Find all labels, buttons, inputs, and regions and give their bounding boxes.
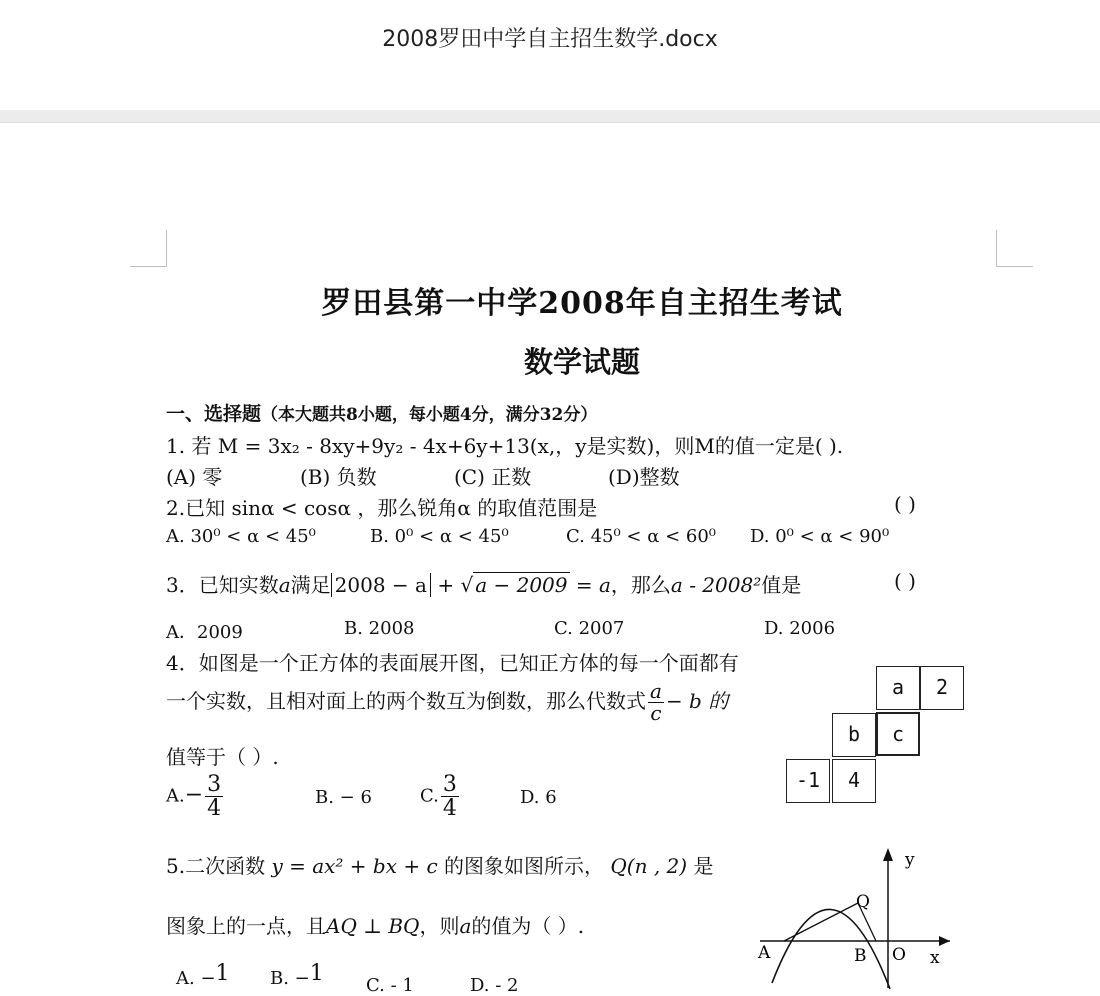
q4-line-3: 值等于（ ）.: [166, 745, 279, 769]
q4-option-a: A.− $\frac{3}{4}$: [166, 772, 222, 822]
section-heading: [166, 399, 597, 426]
q2-answer-paren: ( ): [894, 492, 916, 516]
x-axis-arrow-icon: [939, 936, 950, 946]
label-y: y: [905, 850, 915, 870]
q3-option-b: B. 2008: [344, 618, 415, 639]
q1-option-a: (A) 零: [166, 465, 223, 489]
q2-option-a: A. 30⁰ < α < 45⁰: [166, 526, 316, 547]
section-label: 一、选择题: [166, 403, 262, 425]
q1-option-d: (D)整数: [608, 465, 680, 489]
q4-line-2: 一个实数，且相对面上的两个数互为倒数，那么代数式 $\frac{a}{c}$ − b 的: [166, 679, 729, 725]
y-axis-arrow-icon: [883, 848, 893, 861]
parabola-figure: [750, 843, 960, 990]
q3-option-a: A．2009: [166, 622, 243, 643]
margin-corner-left: [130, 230, 167, 267]
q5-option-c: C. - 1: [366, 975, 414, 996]
label-o: O: [892, 945, 906, 965]
q2-stem: 2.已知 sinα < cosα ，那么锐角α 的取值范围是: [166, 496, 598, 520]
q3-option-d: D. 2006: [764, 618, 836, 639]
q3-answer-paren: ( ): [894, 569, 916, 593]
toolbar-separator: [0, 110, 1100, 123]
net-face-c: c: [876, 712, 920, 756]
exam-title: 罗田县第一中学2008年自主招生考试: [321, 286, 843, 321]
q5-option-d: D. - 2: [470, 975, 519, 996]
q4-fraction: $\frac{a}{c}$: [650, 679, 662, 725]
q1-option-c: (C) 正数: [454, 465, 532, 489]
label-a: A: [758, 943, 771, 963]
q1-stem: 1. 若 M = 3x₂ - 8xy+9y₂ - 4x+6y+13(x,，y是实数)，则M的值一定是( ).: [166, 434, 844, 458]
q5-line-1: 5.二次函数 y = ax² + bx + c 的图象如图所示， Q(n , 2) 是: [166, 854, 714, 878]
q5-option-a: A. −1: [176, 961, 230, 989]
q4-option-b: B. − 6: [315, 787, 372, 808]
section-note: （本大题共8小题，每小题4分，满分32分）: [261, 405, 598, 425]
q3-option-c: C. 2007: [554, 618, 625, 639]
parabola-curve: [772, 909, 890, 989]
q2-option-d: D. 0⁰ < α < 90⁰: [750, 526, 890, 547]
q1-option-b: (B) 负数: [300, 465, 377, 489]
document-page: [0, 123, 1100, 996]
q5-option-b: B. −1: [270, 961, 324, 989]
q2-option-b: B. 0⁰ < α < 45⁰: [370, 526, 509, 547]
label-b: B: [854, 946, 867, 966]
net-face-2: 2: [920, 666, 964, 710]
window-header: [0, 0, 1100, 110]
net-face-4: 4: [832, 759, 876, 803]
q3-sqrt-sign: √: [460, 573, 474, 597]
margin-corner-right: [996, 230, 1033, 267]
exam-subtitle: 数学试题: [523, 345, 640, 379]
segment-aq: [784, 903, 858, 941]
q3-sqrt-radicand: a − 2009: [475, 573, 568, 597]
q2-option-c: C. 45⁰ < α < 60⁰: [566, 526, 717, 547]
q5-line-2: 图象上的一点，且AQ ⊥ BQ，则a的值为（ ）.: [166, 914, 585, 938]
q4-option-d: D. 6: [520, 787, 557, 808]
net-face-a: a: [876, 666, 920, 710]
label-q: Q: [856, 892, 870, 912]
q4-line-1: 4．如图是一个正方体的表面展开图，已知正方体的每一个面都有: [166, 651, 739, 675]
label-x: x: [930, 948, 940, 968]
net-face-b: b: [832, 713, 876, 757]
net-face-neg1: -1: [786, 759, 830, 803]
q4-option-c: C. $\frac{3}{4}$: [420, 772, 457, 822]
q3-absolute-value: 2008 − a: [331, 573, 431, 597]
q3-stem: 3．已知实数a满足 2008 − a + √ a − 2009 = a，那么a - 2008²值是: [166, 573, 802, 597]
document-filename: 2008罗田中学自主招生数学.docx: [382, 27, 718, 52]
